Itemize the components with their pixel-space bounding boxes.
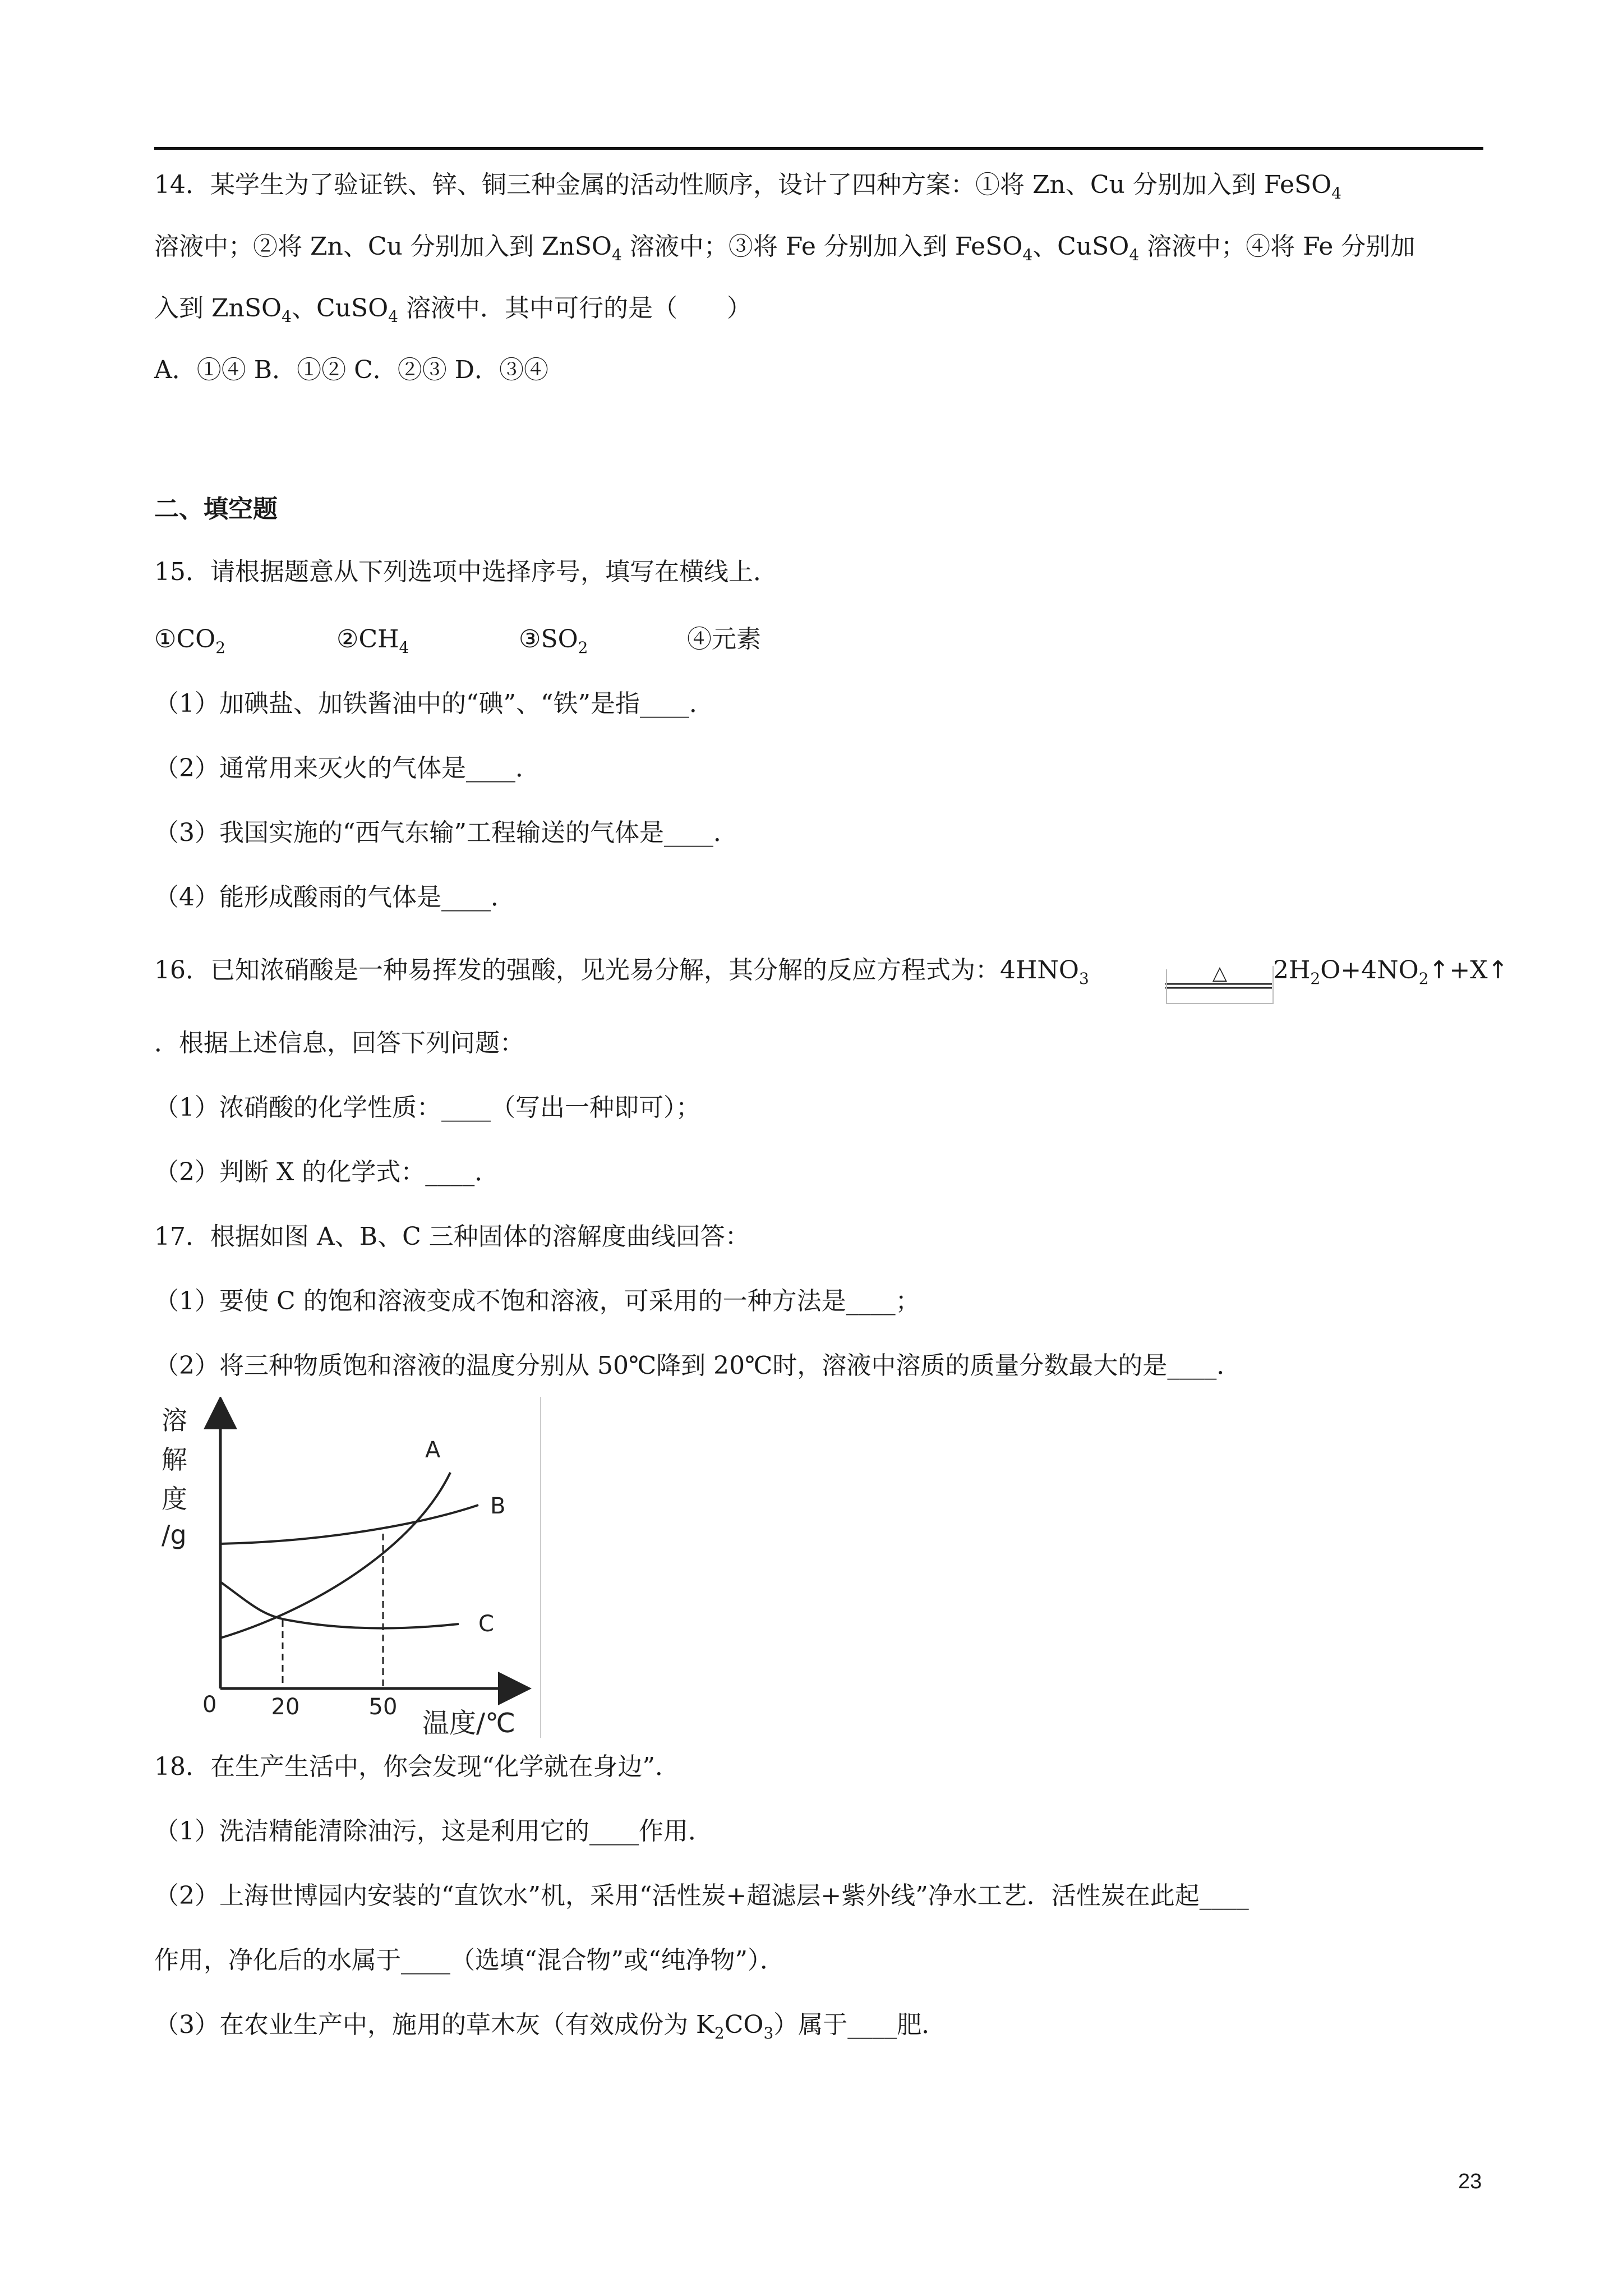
y-axis-label: 溶解度/g xyxy=(162,1405,187,1550)
q15-part-4: （4）能形成酸雨的气体是____． xyxy=(154,883,515,912)
answer-blank: ____ xyxy=(847,2010,897,2039)
q16-products: $2H_2O+4NO_2↑+X↑$ xyxy=(1273,956,1509,988)
series-label-c: C xyxy=(478,1611,494,1637)
q15-part-1: （1）加碘盐、加铁酱油中的“碘”、“铁”是指____． xyxy=(154,689,714,718)
q18-part-2-continued: 作用，净化后的水属于____（选填“混合物”或“纯净物”）． xyxy=(154,1946,785,1975)
gas-arrow-icon: ↑ xyxy=(1487,956,1509,984)
header-rule xyxy=(154,147,1483,150)
q17-part-2: （2）将三种物质饱和溶液的温度分别从 50℃降到 20℃时，溶液中溶质的质量分数最大的是____． xyxy=(154,1351,1242,1380)
series-label-a: A xyxy=(425,1437,441,1463)
q16-stem: 16．已知浓硝酸是一种易挥发的强酸，见光易分解，其分解的反应方程式为：$4HNO_3$ xyxy=(154,956,1089,988)
gas-arrow-icon: ↑ xyxy=(1428,956,1450,984)
q15-option-4: ④元素 xyxy=(687,625,761,654)
x-tick-label: 50 xyxy=(368,1694,398,1720)
q16-line-2: ．根据上述信息，回答下列问题： xyxy=(154,1029,524,1057)
answer-blank: ____ xyxy=(441,883,491,912)
answer-blank: ____ xyxy=(466,754,515,783)
answer-blank: ____ xyxy=(663,818,713,847)
q14-line-1: 14．某学生为了验证铁、锌、铜三种金属的活动性顺序，设计了四种方案：①将 Zn、Cu 分别加入到 FeSO$_4$ xyxy=(154,171,1342,203)
answer-blank: ____ xyxy=(639,689,689,718)
q18-stem: 18．在生产生活中，你会发现“化学就在身边”． xyxy=(154,1752,680,1781)
answer-blank: ____ xyxy=(425,1158,475,1186)
q17-part-1: （1）要使 C 的饱和溶液变成不饱和溶液，可采用的一种方法是____； xyxy=(154,1287,920,1315)
q14-line-2: 溶液中；②将 Zn、Cu 分别加入到 ZnSO$_4$ 溶液中；③将 Fe 分别加入到 FeSO$_4$、CuSO$_4$ 溶液中；④将 Fe 分别加 xyxy=(154,232,1415,264)
solubility-chart xyxy=(156,1397,543,1738)
q16-part-1: （1）浓硝酸的化学性质：____（写出一种即可）； xyxy=(154,1093,700,1122)
page-number: 23 xyxy=(1458,2170,1482,2193)
q16-part-2: （2）判断 X 的化学式：____． xyxy=(154,1158,500,1186)
q15-option-1: $①CO_2$ xyxy=(154,625,226,657)
answer-blank: ____ xyxy=(1167,1351,1217,1380)
series-line-c xyxy=(220,1582,459,1628)
answer-blank: ____ xyxy=(401,1946,450,1975)
heat-condition-label: △ xyxy=(1212,966,1228,984)
q18-part-2: （2）上海世博园内安装的“直饮水”机，采用“活性炭+超滤层+紫外线”净水工艺．活性炭在此起____ xyxy=(154,1881,1249,1910)
answer-blank: ____ xyxy=(846,1287,896,1315)
q15-part-3: （3）我国实施的“西气东输”工程输送的气体是____． xyxy=(154,818,738,847)
q14-options: A．①④ B．①② C．②③ D．③④ xyxy=(154,356,549,384)
q18-part-3: （3）在农业生产中，施用的草木灰（有效成份为 $K_2CO_3$）属于____肥． xyxy=(154,2010,947,2042)
x-tick-label: 20 xyxy=(271,1694,300,1720)
answer-blank: ____ xyxy=(441,1093,491,1122)
series-line-a xyxy=(220,1473,450,1638)
q17-stem: 17．根据如图 A、B、C 三种固体的溶解度曲线回答： xyxy=(154,1222,750,1251)
q15-option-2: $②CH_4$ xyxy=(336,625,409,657)
q15-stem: 15．请根据题意从下列选项中选择序号，填写在横线上． xyxy=(154,558,778,586)
origin-label: 0 xyxy=(202,1692,217,1718)
q14-line-3: 入到 ZnSO$_4$、CuSO$_4$ 溶液中．其中可行的是（ ） xyxy=(154,294,751,326)
x-axis-label: 温度/℃ xyxy=(422,1708,516,1738)
q15-part-2: （2）通常用来灭火的气体是____． xyxy=(154,754,540,783)
series-label-b: B xyxy=(490,1493,506,1519)
series-line-b xyxy=(220,1505,478,1544)
answer-blank: ____ xyxy=(589,1817,639,1846)
q15-option-3: $③SO_2$ xyxy=(519,625,588,657)
q18-part-1: （1）洗洁精能清除油污，这是利用它的____作用． xyxy=(154,1817,713,1846)
section-title: 二、填空题 xyxy=(154,495,278,523)
reaction-condition-box xyxy=(1165,966,1275,1004)
answer-blank: ____ xyxy=(1199,1881,1249,1910)
